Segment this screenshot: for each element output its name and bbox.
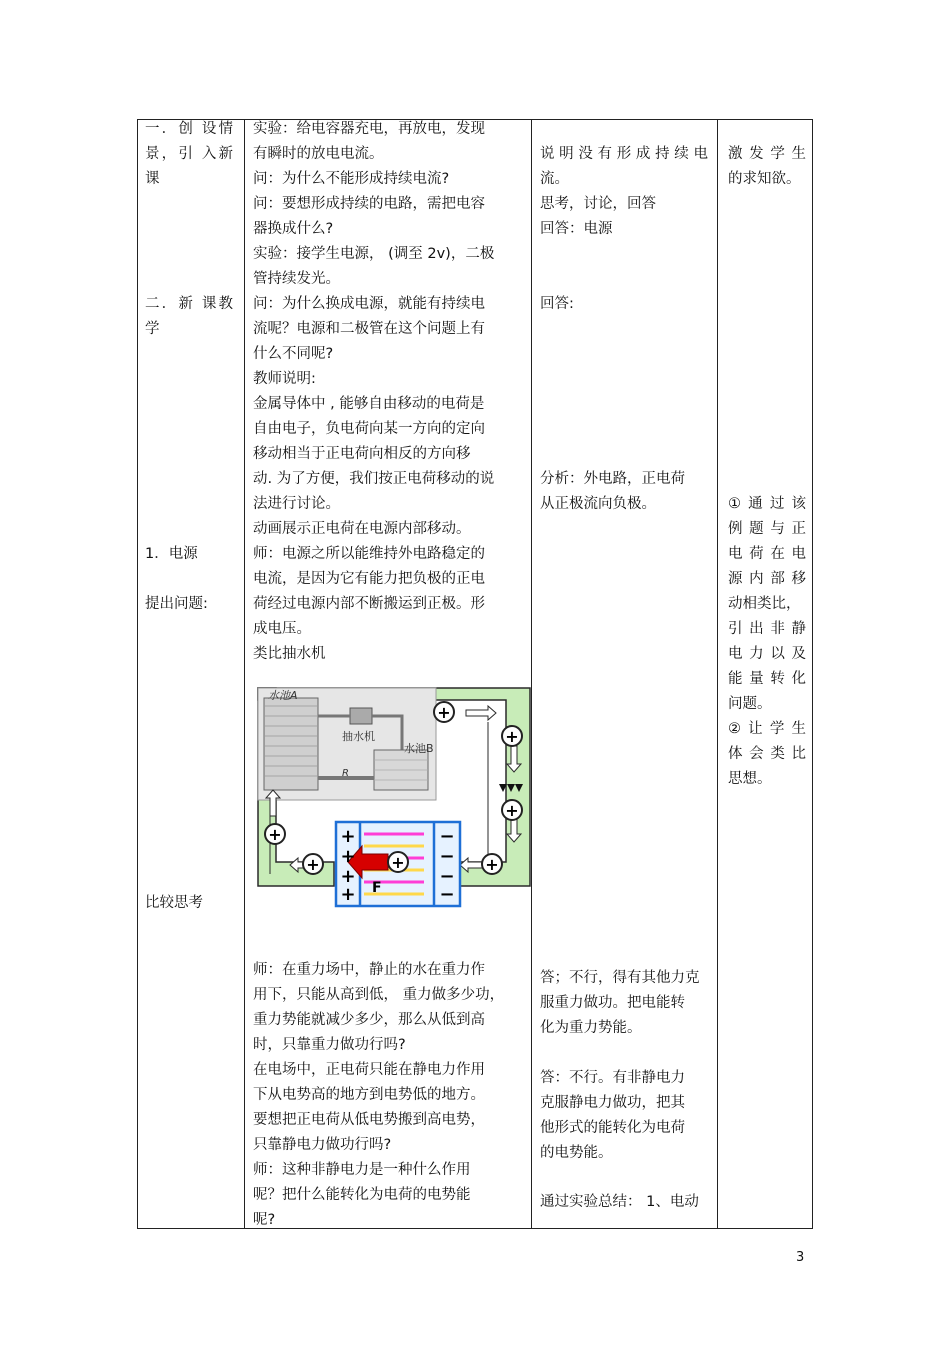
col4-line: 体会类比 (728, 746, 806, 762)
col3-line: 从正极流向负极。 (540, 496, 656, 512)
svg-text:+: + (340, 846, 356, 867)
col3-line: 克服静电力做功，把其 (540, 1095, 685, 1111)
col4-line: ②让学生 (728, 721, 806, 737)
col2-line: 用下，只能从高到低， 重力做多少功， (253, 987, 505, 1003)
pump-circuit-figure (256, 686, 534, 908)
col2-line: 金属导体中 , 能够自由移动的电荷是 (253, 396, 485, 412)
col2-line: 法进行讨论。 (253, 496, 340, 512)
col2-line: 有瞬时的放电电流。 (253, 146, 384, 162)
col2-line: 教师说明: (253, 371, 316, 387)
col2-line: 实验：接学生电源， (调至 2v)，二极 (253, 246, 495, 262)
col4-line: 思想。 (728, 771, 772, 787)
col3-line: 通过实验总结： 1、电动 (540, 1194, 699, 1210)
down-triangles (499, 784, 523, 792)
col4-line: 电荷在电 (728, 546, 806, 562)
col2-line: 什么不同呢? (253, 346, 334, 362)
col3-line: 答：不行。有非静电力 (540, 1070, 685, 1086)
page-number: 3 (796, 1250, 805, 1265)
col2-line: 师：电源之所以能维持外电路稳定的 (253, 546, 485, 562)
col1-text: 景，引 入新 (145, 146, 233, 162)
col2-line: 器换成什么? (253, 221, 334, 237)
col2-line: 下从电势高的地方到电势低的地方。 (253, 1087, 485, 1103)
col3-line: 服重力做功。把电能转 (540, 995, 685, 1011)
svg-text:−: − (439, 846, 455, 867)
col2-line: 自由电子，负电荷向某一方向的定向 (253, 421, 485, 437)
col1-item-power-source: 1．电源 (145, 546, 198, 562)
col2-line: 成电压。 (253, 621, 311, 637)
svg-text:+: + (340, 826, 356, 847)
svg-text:+: + (268, 825, 282, 844)
col4-line: 能量转化 (728, 671, 806, 687)
col3-line: 的电势能。 (540, 1145, 613, 1161)
svg-text:−: − (439, 866, 455, 887)
force-label: F (372, 880, 382, 896)
col4-line: 激发学生 (728, 146, 806, 162)
svg-text:+: + (340, 884, 356, 905)
col2-line: 呢？把什么能转化为电荷的电势能 (253, 1187, 471, 1203)
col3-line: 回答: (540, 296, 574, 312)
col1-text: 学 (145, 321, 160, 337)
col2-line: 流呢？电源和二极管在这个问题上有 (253, 321, 485, 337)
col2-line: 师：在重力场中，静止的水在重力作 (253, 962, 485, 978)
col3-line: 思考，讨论，回答 (540, 196, 656, 212)
pump-picture (258, 688, 436, 800)
col2-line: 重力势能就减少多少，那么从低到高 (253, 1012, 485, 1028)
col2-line: 在电场中，正电荷只能在静电力作用 (253, 1062, 485, 1078)
battery-box (336, 822, 460, 906)
col2-line: 只靠静电力做功行吗? (253, 1137, 392, 1153)
col2-line: 移动相当于正电荷向相反的方向移 (253, 446, 471, 462)
svg-text:+: + (505, 801, 519, 820)
col4-line: 引出非静 (728, 621, 806, 637)
svg-text:+: + (391, 853, 405, 872)
svg-text:+: + (340, 866, 356, 887)
col3-line: 说明没有形成持续电 (540, 146, 708, 162)
col2-line: 管持续发光。 (253, 271, 340, 287)
col2-line: 问：为什么换成电源，就能有持续电 (253, 296, 485, 312)
r-label: R (342, 768, 349, 779)
svg-text:+: + (505, 727, 519, 746)
svg-text:−: − (439, 826, 455, 847)
column-divider-3 (717, 119, 718, 1229)
col3-line: 答；不行，得有其他力克 (540, 970, 700, 986)
col2-line: 实验：给电容器充电，再放电，发现 (253, 121, 485, 137)
col1-text: 课 (145, 171, 160, 187)
col2-line: 动. 为了方便，我们按正电荷移动的说 (253, 471, 495, 487)
pool-a-label: 水池A (268, 689, 298, 702)
column-divider-1 (244, 119, 245, 1229)
col4-line: 动相类比， (728, 596, 801, 612)
col4-line: 电力以及 (728, 646, 806, 662)
col2-line: 荷经过电源内部不断搬运到正极。形 (253, 596, 485, 612)
svg-text:−: − (439, 884, 455, 905)
svg-text:+: + (437, 703, 451, 722)
col1-text: 一．创 设情 (145, 121, 233, 137)
col2-line: 时，只靠重力做功行吗? (253, 1037, 406, 1053)
pool-b-label: 水池B (404, 742, 434, 755)
col4-line: 源内部移 (728, 571, 806, 587)
col2-line: 动画展示正电荷在电源内部移动。 (253, 521, 471, 537)
col1-raise-question: 提出问题: (145, 596, 208, 612)
col2-line: 要想把正电荷从低电势搬到高电势， (253, 1112, 485, 1128)
column-divider-2 (531, 119, 532, 1229)
col4-line: ①通过该 (728, 496, 806, 512)
col1-compare: 比较思考 (145, 895, 203, 911)
col3-line: 他形式的能转化为电荷 (540, 1120, 685, 1136)
col2-line: 类比抽水机 (253, 646, 326, 662)
col3-line: 分析：外电路，正电荷 (540, 471, 685, 487)
col2-line: 师：这种非静电力是一种什么作用 (253, 1162, 471, 1178)
svg-text:+: + (485, 855, 499, 874)
col3-line: 流。 (540, 171, 569, 187)
col3-line: 回答：电源 (540, 221, 613, 237)
col2-line: 电流，是因为它有能力把负极的正电 (253, 571, 485, 587)
col2-line: 呢? (253, 1212, 276, 1228)
svg-text:+: + (306, 855, 320, 874)
col4-line: 的求知欲。 (728, 171, 801, 187)
col3-line: 化为重力势能。 (540, 1020, 642, 1036)
pump-label: 抽水机 (342, 730, 375, 743)
col2-line: 问：为什么不能形成持续电流? (253, 171, 450, 187)
col4-line: 例题与正 (728, 521, 806, 537)
col2-line: 问：要想形成持续的电路，需把电容 (253, 196, 485, 212)
col1-text: 二．新 课教 (145, 296, 233, 312)
col4-line: 问题。 (728, 696, 772, 712)
